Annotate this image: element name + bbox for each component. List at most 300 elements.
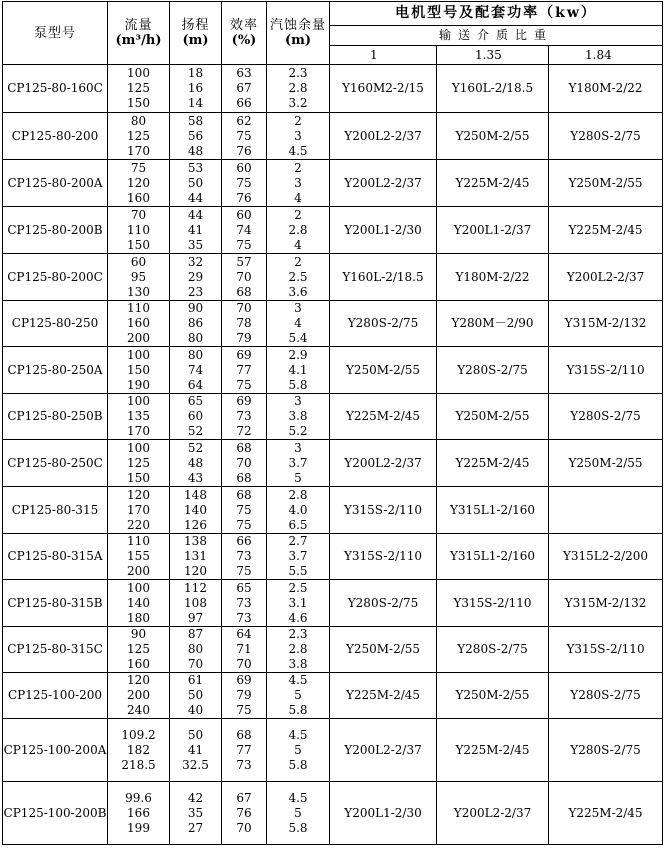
npsh-cell-value: 2.3 (288, 66, 308, 80)
head-cell-value: 50 (187, 688, 204, 702)
motor-cell-density-2: Y280M－2/90 (437, 301, 549, 347)
flow-cell-value: 170 (127, 502, 150, 517)
head-cell-value: 32.5 (182, 757, 209, 772)
npsh-cell-value: 4.5 (288, 143, 308, 158)
motor-cell-density-2: Y200L1-2/37 (437, 207, 549, 254)
motor-cell-density-3: Y315L2-2/200 (549, 534, 663, 580)
header-density-1: 1 (330, 46, 437, 65)
npsh-cell-value: 4.5 (288, 673, 308, 687)
efficiency-cell-value: 75 (236, 175, 252, 190)
head-cell-value: 35 (187, 805, 204, 820)
npsh-cell-value: 3.8 (288, 409, 308, 423)
npsh-cell-value: 6.5 (288, 517, 308, 532)
flow-cell-value: 120 (127, 487, 150, 502)
motor-cell-density-1: Y200L1-2/30 (330, 207, 437, 254)
motor-cell-density-3: Y250M-2/55 (549, 160, 663, 207)
efficiency-cell-value: 75 (236, 377, 252, 392)
head-cell-value: 64 (187, 377, 204, 392)
npsh-cell-value: 2 (294, 207, 302, 222)
npsh-cell-value: 5.4 (288, 331, 308, 345)
efficiency-cell (222, 782, 267, 845)
npsh-cell (267, 487, 330, 534)
head-cell-value: 48 (187, 455, 204, 470)
npsh-cell-value: 3 (294, 394, 302, 408)
efficiency-cell-value: 69 (236, 394, 252, 408)
motor-cell-density-2: Y225M-2/45 (437, 160, 549, 207)
efficiency-cell (222, 627, 267, 673)
npsh-cell-value: 3.7 (288, 549, 308, 563)
head-cell-value: 44 (187, 207, 204, 222)
motor-cell-density-1: Y280S-2/75 (330, 580, 437, 627)
flow-cell-value: 180 (127, 610, 150, 625)
efficiency-cell-value: 70 (236, 455, 252, 470)
npsh-cell (267, 301, 330, 347)
head-cell-value: 131 (184, 549, 207, 563)
motor-cell-density-2: Y250M-2/55 (437, 394, 549, 440)
table-row (3, 627, 663, 673)
head-cell (170, 673, 222, 719)
pump-model-cell: CP125-80-315 (3, 487, 108, 534)
npsh-cell-value: 3.1 (288, 595, 308, 610)
pump-model-cell: CP125-80-315B (3, 580, 108, 627)
efficiency-cell (222, 254, 267, 301)
head-cell-value: 112 (184, 580, 207, 595)
npsh-cell-value: 3.7 (288, 455, 308, 470)
motor-cell-density-1: Y200L2-2/37 (330, 719, 437, 782)
flow-cell-value: 135 (127, 409, 150, 423)
head-cell-value: 53 (187, 160, 204, 175)
header-pump-model: 泵型号 (3, 2, 108, 65)
head-cell (170, 65, 222, 113)
motor-cell-density-3: Y250M-2/55 (549, 440, 663, 487)
head-cell-value: 148 (184, 487, 207, 502)
motor-cell-density-3: Y315M-2/132 (549, 301, 663, 347)
head-cell-value: 87 (187, 627, 204, 641)
head-cell (170, 719, 222, 782)
flow-cell (108, 394, 170, 440)
motor-cell-density-1: Y315S-2/110 (330, 487, 437, 534)
npsh-cell-value: 3.2 (288, 96, 308, 110)
npsh-cell (267, 440, 330, 487)
pump-model-cell: CP125-100-200A (3, 719, 108, 782)
npsh-cell (267, 347, 330, 394)
head-cell (170, 160, 222, 207)
motor-cell-density-1: Y225M-2/45 (330, 394, 437, 440)
npsh-cell-value: 2.5 (288, 580, 308, 595)
efficiency-cell-value: 66 (236, 534, 252, 548)
npsh-cell-value: 4 (294, 190, 302, 205)
efficiency-cell-value: 66 (236, 96, 252, 110)
flow-cell-value: 95 (130, 269, 147, 284)
header-density-2: 1.35 (437, 46, 549, 65)
pump-model-cell: CP125-80-250 (3, 301, 108, 347)
table-row (3, 782, 663, 845)
head-cell-value: 40 (187, 703, 204, 717)
table-row (3, 254, 663, 301)
flow-cell-value: 60 (130, 254, 147, 269)
motor-cell-density-3: Y315S-2/110 (549, 627, 663, 673)
pump-model-cell: CP125-80-250C (3, 440, 108, 487)
motor-cell-density-3: Y315S-2/110 (549, 347, 663, 394)
head-cell-value: 58 (187, 113, 204, 128)
npsh-cell-value: 2 (294, 254, 302, 269)
efficiency-cell-value: 68 (236, 727, 252, 742)
efficiency-cell (222, 347, 267, 394)
motor-cell-density-3: Y180M-2/22 (549, 65, 663, 113)
head-cell-value: 74 (187, 362, 204, 377)
table-row (3, 301, 663, 347)
efficiency-cell-value: 73 (236, 757, 252, 772)
efficiency-cell-value: 79 (236, 331, 252, 345)
header-efficiency: 效率 (%) (222, 2, 267, 65)
npsh-cell-value: 5.5 (288, 564, 308, 578)
npsh-cell-value: 3.8 (288, 657, 308, 671)
pump-model-cell: CP125-80-200A (3, 160, 108, 207)
efficiency-cell-value: 77 (236, 742, 252, 757)
flow-cell-value: 150 (127, 96, 150, 110)
flow-cell-value: 80 (130, 113, 147, 128)
header-density-3: 1.84 (549, 46, 663, 65)
flow-cell-value: 155 (127, 549, 150, 563)
motor-cell-density-2: Y250M-2/55 (437, 113, 549, 160)
table-row (3, 347, 663, 394)
motor-cell-density-2: Y160L-2/18.5 (437, 65, 549, 113)
efficiency-cell (222, 719, 267, 782)
pump-model-cell: CP125-100-200 (3, 673, 108, 719)
efficiency-cell-value: 67 (236, 790, 252, 805)
flow-cell-value: 170 (127, 424, 150, 438)
header-medium-title: 输送介质比重 (330, 26, 663, 46)
head-cell-value: 140 (184, 502, 207, 517)
head-cell (170, 440, 222, 487)
efficiency-cell (222, 673, 267, 719)
flow-cell-value: 130 (127, 284, 150, 299)
efficiency-cell-value: 70 (236, 657, 252, 671)
npsh-cell (267, 580, 330, 627)
head-cell-value: 27 (187, 820, 204, 835)
motor-cell-density-3: Y280S-2/75 (549, 394, 663, 440)
npsh-cell-value: 5.8 (288, 820, 308, 835)
npsh-cell-value: 3.6 (288, 284, 308, 299)
npsh-cell-value: 2.5 (288, 269, 308, 284)
motor-cell-density-2: Y225M-2/45 (437, 719, 549, 782)
efficiency-cell (222, 160, 267, 207)
efficiency-cell (222, 394, 267, 440)
table-row (3, 207, 663, 254)
flow-cell (108, 440, 170, 487)
motor-cell-density-1: Y280S-2/75 (330, 301, 437, 347)
head-cell-value: 18 (187, 66, 204, 80)
npsh-cell-value: 2.8 (288, 642, 308, 656)
motor-cell-density-1: Y160M2-2/15 (330, 65, 437, 113)
efficiency-cell-value: 68 (236, 284, 252, 299)
head-cell (170, 301, 222, 347)
flow-cell-value: 150 (127, 362, 150, 377)
efficiency-cell-value: 76 (236, 143, 252, 158)
flow-cell-value: 100 (127, 440, 150, 455)
pump-model-cell: CP125-80-315C (3, 627, 108, 673)
table-row (3, 673, 663, 719)
npsh-cell (267, 160, 330, 207)
flow-cell-value: 120 (127, 673, 150, 687)
motor-cell-density-2: Y280S-2/75 (437, 347, 549, 394)
efficiency-cell-value: 79 (236, 688, 252, 702)
npsh-cell-value: 2.8 (288, 487, 308, 502)
flow-cell-value: 75 (130, 160, 147, 175)
npsh-cell (267, 534, 330, 580)
flow-cell-value: 110 (127, 222, 150, 237)
flow-cell (108, 254, 170, 301)
npsh-cell-value: 2 (294, 113, 302, 128)
flow-cell (108, 487, 170, 534)
head-cell-value: 50 (187, 727, 204, 742)
npsh-cell-value: 5.8 (288, 377, 308, 392)
efficiency-cell-value: 73 (236, 610, 252, 625)
efficiency-cell-value: 63 (236, 66, 252, 80)
head-cell-value: 70 (187, 657, 204, 671)
motor-cell-density-2: Y315L1-2/160 (437, 534, 549, 580)
npsh-cell (267, 719, 330, 782)
npsh-cell-value: 3 (294, 175, 302, 190)
head-cell-value: 50 (187, 175, 204, 190)
flow-cell-value: 240 (127, 703, 150, 717)
efficiency-cell-value: 73 (236, 549, 252, 563)
flow-cell-value: 100 (127, 66, 150, 80)
efficiency-cell-value: 62 (236, 113, 252, 128)
pump-model-cell: CP125-80-315A (3, 534, 108, 580)
head-cell-value: 120 (184, 564, 207, 578)
motor-cell-density-2: Y180M-2/22 (437, 254, 549, 301)
npsh-cell-value: 3 (294, 440, 302, 455)
head-cell-value: 126 (184, 517, 207, 532)
motor-cell-density-2: Y315L1-2/160 (437, 487, 549, 534)
head-cell-value: 65 (187, 394, 204, 408)
efficiency-cell (222, 534, 267, 580)
header-npsh: 汽蚀余量 (m) (267, 2, 330, 65)
motor-cell-density-2: Y250M-2/55 (437, 673, 549, 719)
flow-cell-value: 125 (127, 81, 150, 95)
motor-cell-density-3: Y200L2-2/37 (549, 254, 663, 301)
efficiency-cell (222, 580, 267, 627)
head-cell-value: 29 (187, 269, 204, 284)
efficiency-cell (222, 301, 267, 347)
pump-model-cell: CP125-80-200B (3, 207, 108, 254)
npsh-cell (267, 113, 330, 160)
head-cell-value: 23 (187, 284, 204, 299)
flow-cell-value: 109.2 (121, 727, 156, 742)
head-cell-value: 56 (187, 128, 204, 143)
flow-cell-value: 160 (127, 190, 150, 205)
npsh-cell (267, 782, 330, 845)
flow-cell-value: 110 (127, 534, 150, 548)
head-cell-value: 35 (187, 237, 204, 252)
flow-cell-value: 200 (127, 564, 150, 578)
motor-cell-density-3: Y280S-2/75 (549, 719, 663, 782)
table-row (3, 394, 663, 440)
flow-cell-value: 99.6 (125, 790, 152, 805)
head-cell-value: 41 (187, 742, 204, 757)
npsh-cell-value: 3 (294, 128, 302, 143)
head-cell-value: 32 (187, 254, 204, 269)
pump-model-cell: CP125-80-250A (3, 347, 108, 394)
flow-cell (108, 782, 170, 845)
efficiency-cell-value: 77 (236, 362, 252, 377)
flow-cell-value: 182 (127, 742, 150, 757)
flow-cell-value: 190 (127, 377, 150, 392)
flow-cell (108, 113, 170, 160)
npsh-cell-value: 2 (294, 160, 302, 175)
head-cell-value: 80 (187, 331, 204, 345)
flow-cell-value: 110 (127, 301, 150, 315)
head-cell-value: 60 (187, 409, 204, 423)
npsh-cell-value: 3 (294, 301, 302, 315)
head-cell (170, 534, 222, 580)
flow-cell-value: 160 (127, 657, 150, 671)
efficiency-cell-value: 65 (236, 580, 252, 595)
npsh-cell-value: 2.7 (288, 534, 308, 548)
npsh-cell-value: 5.2 (288, 424, 308, 438)
motor-cell-density-1: Y160L-2/18.5 (330, 254, 437, 301)
flow-cell-value: 150 (127, 470, 150, 485)
efficiency-cell-value: 67 (236, 81, 252, 95)
motor-cell-density-2: Y280S-2/75 (437, 627, 549, 673)
efficiency-cell-value: 73 (236, 409, 252, 423)
efficiency-cell-value: 73 (236, 595, 252, 610)
efficiency-cell-value: 75 (236, 564, 252, 578)
npsh-cell-value: 4.6 (288, 610, 308, 625)
head-cell (170, 394, 222, 440)
table-row (3, 534, 663, 580)
efficiency-cell (222, 207, 267, 254)
head-cell-value: 44 (187, 190, 204, 205)
head-cell-value: 14 (187, 96, 204, 110)
flow-cell (108, 347, 170, 394)
header-flow: 流量 (m³/h) (108, 2, 170, 65)
npsh-cell-value: 4 (294, 316, 302, 330)
efficiency-cell-value: 71 (236, 642, 252, 656)
efficiency-cell-value: 75 (236, 128, 252, 143)
flow-cell (108, 160, 170, 207)
pump-model-cell: CP125-80-200C (3, 254, 108, 301)
table-row (3, 487, 663, 534)
npsh-cell-value: 4.1 (288, 362, 308, 377)
head-cell-value: 42 (187, 790, 204, 805)
efficiency-cell-value: 69 (236, 347, 252, 362)
npsh-cell-value: 4 (294, 237, 302, 252)
efficiency-cell-value: 70 (236, 301, 252, 315)
motor-cell-density-2: Y315S-2/110 (437, 580, 549, 627)
npsh-cell-value: 5.8 (288, 703, 308, 717)
motor-cell-density-3: Y315M-2/132 (549, 580, 663, 627)
efficiency-cell-value: 72 (236, 424, 252, 438)
header-head: 扬程 (m) (170, 2, 222, 65)
efficiency-cell (222, 113, 267, 160)
head-cell-value: 80 (187, 347, 204, 362)
head-cell-value: 97 (187, 610, 204, 625)
efficiency-cell-value: 70 (236, 820, 252, 835)
efficiency-cell-value: 60 (236, 207, 252, 222)
efficiency-cell-value: 64 (236, 627, 252, 641)
npsh-cell (267, 207, 330, 254)
npsh-cell-value: 2.3 (288, 627, 308, 641)
motor-cell-density-1: Y200L2-2/37 (330, 160, 437, 207)
flow-cell (108, 65, 170, 113)
flow-cell-value: 170 (127, 143, 150, 158)
head-cell (170, 782, 222, 845)
flow-cell-value: 140 (127, 595, 150, 610)
npsh-cell-value: 4.5 (288, 790, 308, 805)
flow-cell-value: 200 (127, 688, 150, 702)
npsh-cell-value: 2.8 (288, 81, 308, 95)
efficiency-cell-value: 75 (236, 502, 252, 517)
npsh-cell-value: 2.8 (288, 222, 308, 237)
head-cell (170, 254, 222, 301)
head-cell (170, 627, 222, 673)
efficiency-cell-value: 78 (236, 316, 252, 330)
flow-cell (108, 534, 170, 580)
head-cell-value: 80 (187, 642, 204, 656)
efficiency-cell-value: 76 (236, 190, 252, 205)
npsh-cell-value: 5 (294, 742, 302, 757)
header-motor-title: 电机型号及配套功率（kw） (330, 2, 663, 26)
npsh-cell (267, 394, 330, 440)
pump-model-cell: CP125-80-160C (3, 65, 108, 113)
flow-cell-value: 200 (127, 331, 150, 345)
flow-cell-value: 199 (127, 820, 150, 835)
motor-cell-density-1: Y225M-2/45 (330, 673, 437, 719)
head-cell (170, 487, 222, 534)
motor-cell-density-1: Y250M-2/55 (330, 347, 437, 394)
table-body (3, 65, 663, 845)
flow-cell-value: 166 (127, 805, 150, 820)
motor-cell-density-1: Y200L2-2/37 (330, 113, 437, 160)
motor-cell-density-3: Y225M-2/45 (549, 207, 663, 254)
motor-cell-density-1: Y200L1-2/30 (330, 782, 437, 845)
motor-cell-density-3: Y280S-2/75 (549, 673, 663, 719)
efficiency-cell-value: 76 (236, 805, 252, 820)
head-cell-value: 61 (187, 673, 204, 687)
efficiency-cell-value: 57 (236, 254, 252, 269)
flow-cell-value: 90 (130, 627, 147, 641)
npsh-cell-value: 5 (294, 470, 302, 485)
head-cell-value: 43 (187, 470, 204, 485)
npsh-cell-value: 5.8 (288, 757, 308, 772)
flow-cell-value: 150 (127, 237, 150, 252)
head-cell-value: 52 (187, 424, 204, 438)
efficiency-cell-value: 68 (236, 470, 252, 485)
efficiency-cell-value: 69 (236, 673, 252, 687)
npsh-cell (267, 673, 330, 719)
motor-cell-density-3 (549, 487, 663, 534)
flow-cell-value: 125 (127, 128, 150, 143)
flow-cell-value: 120 (127, 175, 150, 190)
head-cell-value: 90 (187, 301, 204, 315)
pump-model-cell: CP125-80-200 (3, 113, 108, 160)
flow-cell-value: 218.5 (121, 757, 156, 772)
motor-cell-density-3: Y280S-2/75 (549, 113, 663, 160)
efficiency-cell-value: 60 (236, 160, 252, 175)
flow-cell (108, 207, 170, 254)
efficiency-cell-value: 68 (236, 440, 252, 455)
npsh-cell-value: 4.0 (288, 502, 308, 517)
flow-cell-value: 220 (127, 517, 150, 532)
head-cell-value: 138 (184, 534, 207, 548)
efficiency-cell (222, 487, 267, 534)
head-cell-value: 16 (187, 81, 204, 95)
table-row (3, 719, 663, 782)
pump-spec-table (2, 1, 663, 845)
flow-cell-value: 125 (127, 642, 150, 656)
